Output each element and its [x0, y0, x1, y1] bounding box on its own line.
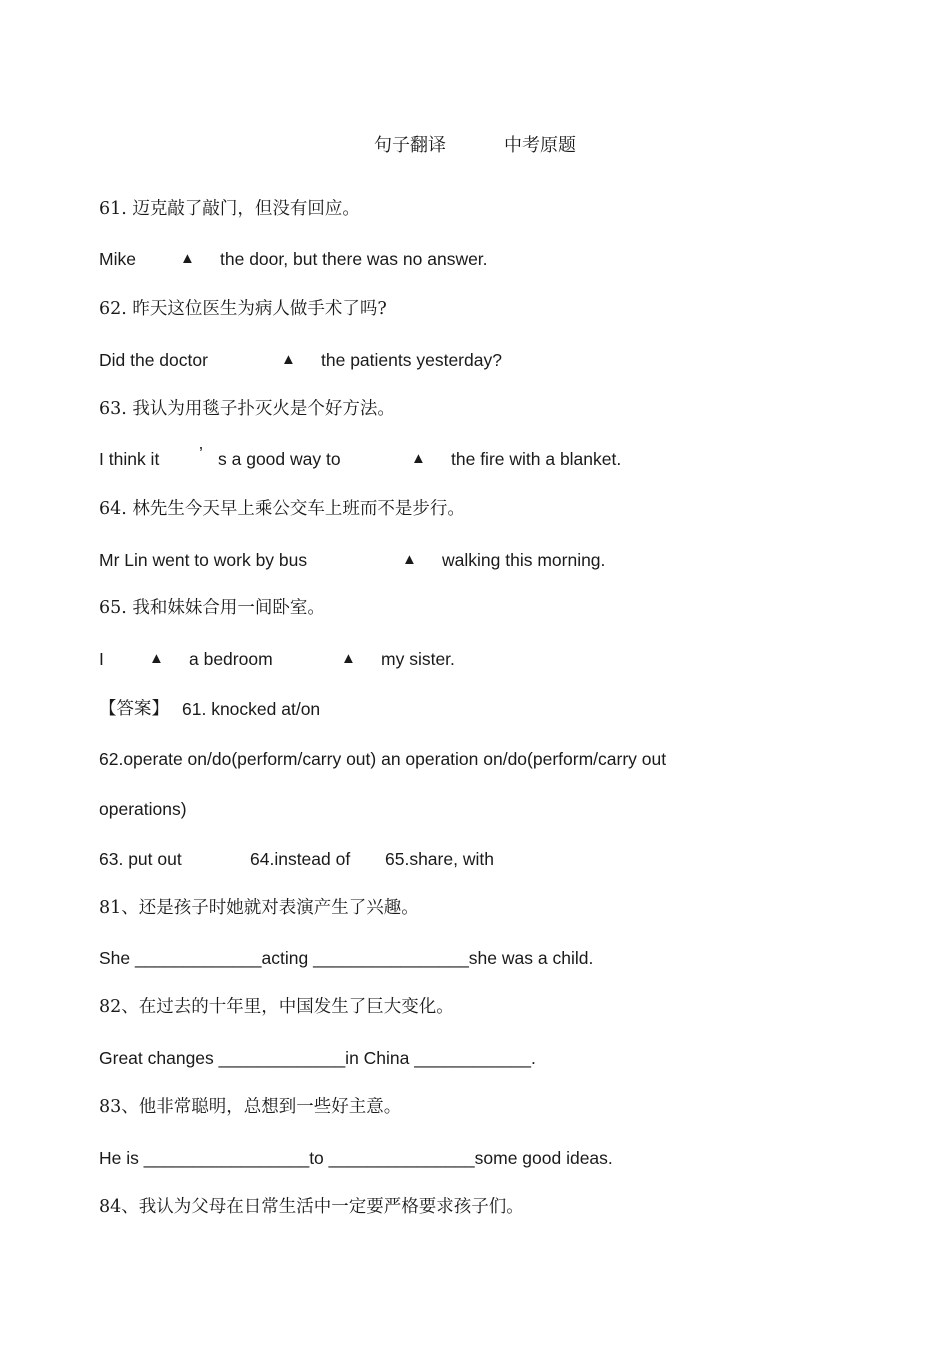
question-81-chinese: 81、还是孩子时她就对表演产生了兴趣。 [99, 898, 419, 918]
question-83-english: He is _________________to _______________some good ideas. [99, 1148, 613, 1168]
q65-text-b: a bedroom [189, 649, 273, 669]
question-82-chinese: 82、在过去的十年里，中国发生了巨大变化。 [99, 997, 454, 1017]
page-title [0, 131, 950, 157]
question-62-chinese: 62. 昨天这位医生为病人做手术了吗? [99, 299, 387, 319]
title-part-1: 句子翻译 [374, 135, 446, 156]
q64-text-a: Mr Lin went to work by bus [99, 550, 308, 570]
q65-text-a: I [99, 649, 104, 669]
answer-63: 63. put out [99, 849, 182, 869]
answer-65: 65.share, with [385, 849, 494, 869]
answer-61: 61. knocked at/on [182, 699, 321, 719]
question-62-english [99, 349, 859, 373]
question-61-english [99, 248, 859, 272]
question-61-chinese: 61. 迈克敲了敲门，但没有回应。 [99, 199, 360, 219]
blank-marker-icon: ▲ [281, 351, 296, 368]
q64-text-b: walking this morning. [442, 550, 606, 570]
question-64-chinese: 64. 林先生今天早上乘公交车上班而不是步行。 [99, 499, 465, 519]
title-part-2: 中考原题 [504, 135, 576, 156]
q61-text-a: Mike [99, 249, 136, 269]
blank-marker-icon: ▲ [402, 551, 417, 568]
q62-text-a: Did the doctor [99, 350, 208, 370]
q65-text-c: my sister. [381, 649, 455, 669]
answer-64: 64.instead of [250, 849, 351, 869]
q62-text-b: the patients yesterday? [321, 350, 502, 370]
question-82-english: Great changes _____________in China ____________. [99, 1048, 536, 1068]
question-81-english: She _____________acting ________________she was a child. [99, 948, 594, 968]
question-63-english [99, 443, 859, 472]
q63-text-b: s a good way to [218, 449, 341, 469]
q63-apostrophe: ’ [199, 443, 203, 463]
question-83-chinese: 83、他非常聪明，总想到一些好主意。 [99, 1097, 402, 1117]
answers-63-65 [99, 848, 859, 872]
answer-62-line-2: operations) [99, 799, 187, 819]
question-64-english [99, 549, 859, 573]
q63-text-c: the fire with a blanket. [451, 449, 622, 469]
question-65-english [99, 648, 859, 672]
answers-label: 【答案】 [99, 699, 169, 719]
blank-marker-icon: ▲ [149, 650, 164, 667]
question-84-chinese: 84、我认为父母在日常生活中一定要严格要求孩子们。 [99, 1197, 524, 1217]
q63-text-a: I think it [99, 449, 160, 469]
q61-text-b: the door, but there was no answer. [220, 249, 488, 269]
question-65-chinese: 65. 我和妹妹合用一间卧室。 [99, 598, 325, 618]
blank-marker-icon: ▲ [180, 250, 195, 267]
blank-marker-icon: ▲ [411, 450, 426, 467]
answer-62-line-1: 62.operate on/do(perform/carry out) an operation on/do(perform/carry out [99, 749, 667, 769]
answers-line [99, 698, 859, 722]
question-63-chinese: 63. 我认为用毯子扑灭火是个好方法。 [99, 399, 395, 419]
blank-marker-icon: ▲ [341, 650, 356, 667]
